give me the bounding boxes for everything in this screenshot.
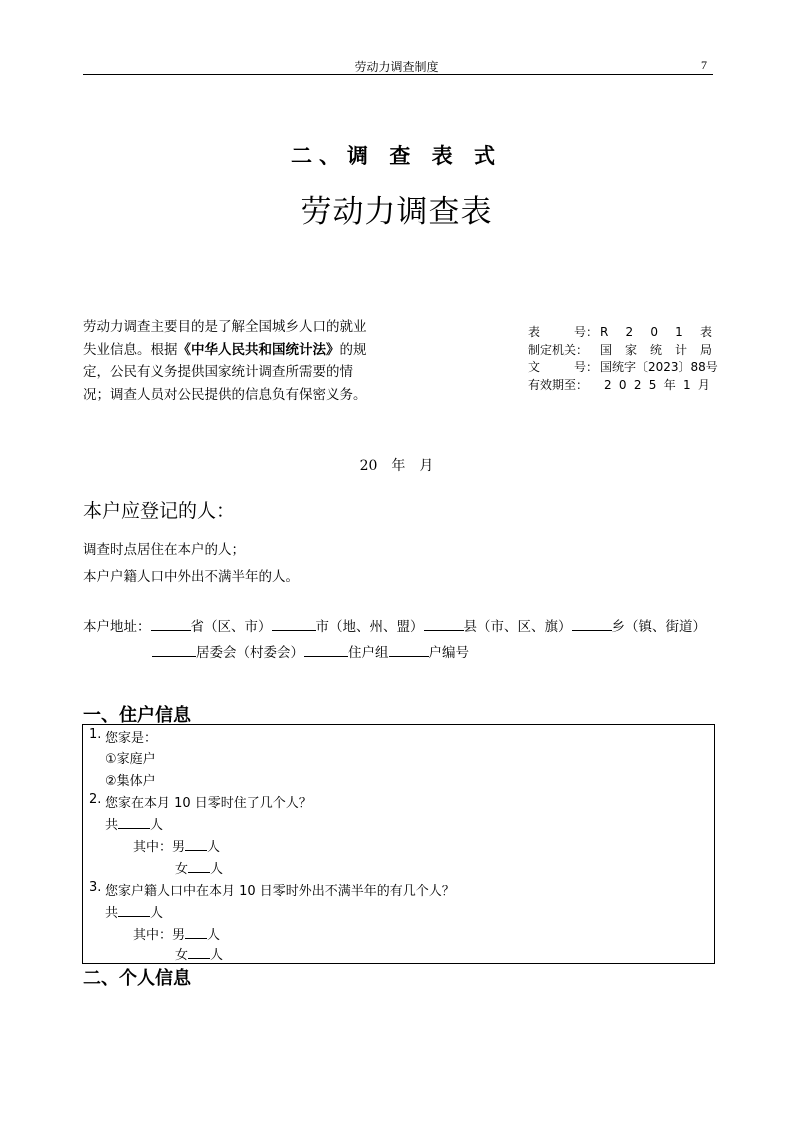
q2-male-blank[interactable]: [185, 837, 207, 851]
q3-text: 您家户籍人口中在本月 10 日零时外出不满半年的有几个人？: [105, 884, 455, 899]
q3-male-blank[interactable]: [185, 925, 207, 939]
meta-label: 表 号：: [528, 325, 598, 339]
province-blank[interactable]: [151, 617, 191, 631]
q3-female-line: [175, 944, 223, 963]
form-title: 劳动力调查表: [300, 194, 493, 230]
intro-text-1: 劳动力调查主要目的是了解全国城乡人口的就业失业信息。根据: [83, 319, 367, 358]
address-line-2: [152, 641, 469, 661]
law-name: 《中华人民共和国统计法》: [177, 341, 340, 358]
year-label: 年: [391, 458, 406, 474]
q3-female-blank[interactable]: [188, 945, 210, 959]
total-prefix: 共: [105, 906, 119, 921]
county-label: 县（市、区、旗）: [463, 619, 572, 635]
household-info-box: [82, 724, 715, 964]
q2-female-line: [175, 858, 223, 877]
household-label: 户编号: [428, 645, 469, 661]
meta-row-doc: [528, 359, 718, 377]
committee-label: 居委会（村委会）: [196, 645, 304, 661]
town-label: 乡（镇、街道）: [611, 619, 706, 635]
town-blank[interactable]: [572, 617, 612, 631]
male-suffix: 人: [207, 928, 221, 943]
county-blank[interactable]: [424, 617, 464, 631]
meta-label: 制定机关：: [528, 342, 589, 357]
q3-number: 3.: [89, 880, 102, 895]
address-label: 本户地址：: [83, 619, 151, 635]
q1-option-family[interactable]: ①家庭户: [105, 752, 156, 767]
running-header-title: 劳动力调查制度: [354, 60, 439, 74]
total-suffix: 人: [150, 818, 164, 833]
q2-female-blank[interactable]: [188, 859, 210, 873]
meta-row-org: [528, 342, 712, 360]
group-label: 住户组: [348, 645, 389, 661]
q3-total-line: [105, 902, 163, 921]
address-line-1: [83, 615, 706, 635]
q2-total-line: [105, 814, 163, 833]
meta-label: 有效期至：: [528, 377, 589, 392]
female-suffix: 人: [210, 862, 224, 877]
meta-row-valid: [528, 377, 712, 395]
group-blank[interactable]: [304, 643, 348, 657]
total-prefix: 共: [105, 818, 119, 833]
register-heading: 本户应登记的人：: [83, 500, 236, 522]
form-meta: [528, 324, 718, 394]
household-blank[interactable]: [389, 643, 429, 657]
header-rule: [83, 74, 713, 75]
meta-row-form-no: [528, 324, 712, 342]
meta-label: 文 号：: [528, 360, 598, 374]
q3-male-line: [133, 924, 220, 943]
section-title: 二、调 查 表 式: [291, 144, 502, 168]
female-label: 女: [175, 948, 189, 963]
male-suffix: 人: [207, 840, 221, 855]
among-male-label: 其中：男: [133, 840, 186, 855]
q2-text: 您家在本月 10 日零时住了几个人？: [105, 796, 312, 811]
among-male-label: 其中：男: [133, 928, 186, 943]
intro-text-2: 的规定，公民有义务提供国家统计调查所需要的情况；调查人员对公民提供的信息负有保密义务。: [83, 341, 367, 403]
meta-doc: 国统字〔2023〕88号: [600, 360, 718, 374]
year-prefix: 20: [359, 458, 378, 474]
intro-paragraph: [83, 316, 373, 406]
meta-valid: 2 0 2 5 年 1 月: [604, 377, 710, 392]
q2-total-blank[interactable]: [118, 815, 150, 829]
month-label: 月: [419, 458, 434, 474]
meta-org: 国 家 统 计 局: [600, 342, 712, 357]
register-line-2: 本户户籍人口中外出不满半年的人。: [83, 569, 299, 585]
city-blank[interactable]: [272, 617, 316, 631]
q2-number: 2.: [89, 792, 102, 807]
city-label: 市（地、州、盟）: [315, 619, 424, 635]
committee-blank[interactable]: [152, 643, 196, 657]
q1-option-collective[interactable]: ②集体户: [105, 774, 156, 789]
q2-male-line: [133, 836, 220, 855]
female-label: 女: [175, 862, 189, 877]
section-household-info-title: 一、住户信息: [83, 705, 191, 726]
q1-text: 您家是：: [105, 731, 158, 746]
meta-form-no: R 2 0 1 表: [600, 325, 712, 339]
female-suffix: 人: [210, 948, 224, 963]
section-personal-info-title: 二、个人信息: [83, 968, 191, 989]
register-line-1: 调查时点居住在本户的人；: [83, 542, 245, 558]
total-suffix: 人: [150, 906, 164, 921]
province-label: 省（区、市）: [190, 619, 272, 635]
q3-total-blank[interactable]: [118, 903, 150, 917]
q1-number: 1.: [89, 727, 102, 742]
survey-date: [0, 455, 793, 475]
page-number: 7: [701, 58, 707, 72]
